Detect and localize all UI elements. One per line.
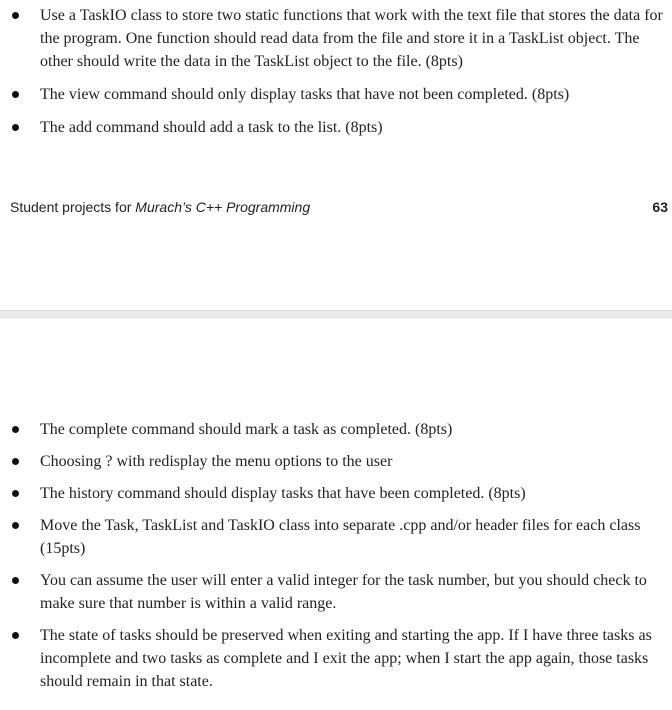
bullet-icon xyxy=(12,124,19,131)
page-top xyxy=(0,0,672,310)
list-item xyxy=(0,83,672,106)
bullet-icon xyxy=(12,91,19,98)
list-item xyxy=(0,569,672,615)
footer-book-title: Murach’s C++ Programming xyxy=(135,199,311,215)
bullet-icon xyxy=(12,632,19,639)
page-separator xyxy=(0,310,672,318)
bullet-icon xyxy=(12,577,19,584)
list-item-text: The complete command should mark a task as completed. (8pts) xyxy=(40,421,453,438)
list-item xyxy=(0,482,672,505)
page-number: 63 xyxy=(652,199,668,215)
requirements-list-top xyxy=(0,4,672,139)
bullet-icon xyxy=(12,490,19,497)
list-item-text: Move the Task, TaskList and TaskIO class into separate .cpp and/or header files for each class (15pts) xyxy=(40,517,641,557)
requirements-list-bottom xyxy=(0,418,672,693)
page-bottom xyxy=(0,318,672,710)
footer-title xyxy=(10,199,310,215)
footer-prefix: Student projects for xyxy=(10,199,136,215)
list-item-text: The history command should display tasks that have been completed. (8pts) xyxy=(40,485,526,502)
list-item xyxy=(0,418,672,441)
bullet-icon xyxy=(12,426,19,433)
list-item xyxy=(0,514,672,560)
list-item xyxy=(0,4,672,73)
list-item-text: Choosing ? with redisplay the menu options to the user xyxy=(40,453,393,470)
list-item-text: The state of tasks should be preserved when exiting and starting the app. If I have three tasks as incomplete and two tasks as complete and I exit the app; when I start the app again, those tasks should remain in that state. xyxy=(40,627,652,690)
list-item-text: The view command should only display tasks that have not been completed. (8pts) xyxy=(40,86,570,103)
list-item-text: The add command should add a task to the list. (8pts) xyxy=(40,119,383,136)
bullet-icon xyxy=(12,458,19,465)
list-item xyxy=(0,450,672,473)
list-item-text: You can assume the user will enter a valid integer for the task number, but you should check to make sure that number is within a valid range. xyxy=(40,572,647,612)
bullet-icon xyxy=(12,12,19,19)
bullet-icon xyxy=(12,522,19,529)
list-item xyxy=(0,116,672,139)
list-item xyxy=(0,624,672,693)
list-item-text: Use a TaskIO class to store two static functions that work with the text file that stores the data for the program. One function should read data from the file and store it in a TaskList object. The other should write the data in the TaskList object to the file. (8pts) xyxy=(40,7,663,70)
page-footer xyxy=(10,199,668,219)
